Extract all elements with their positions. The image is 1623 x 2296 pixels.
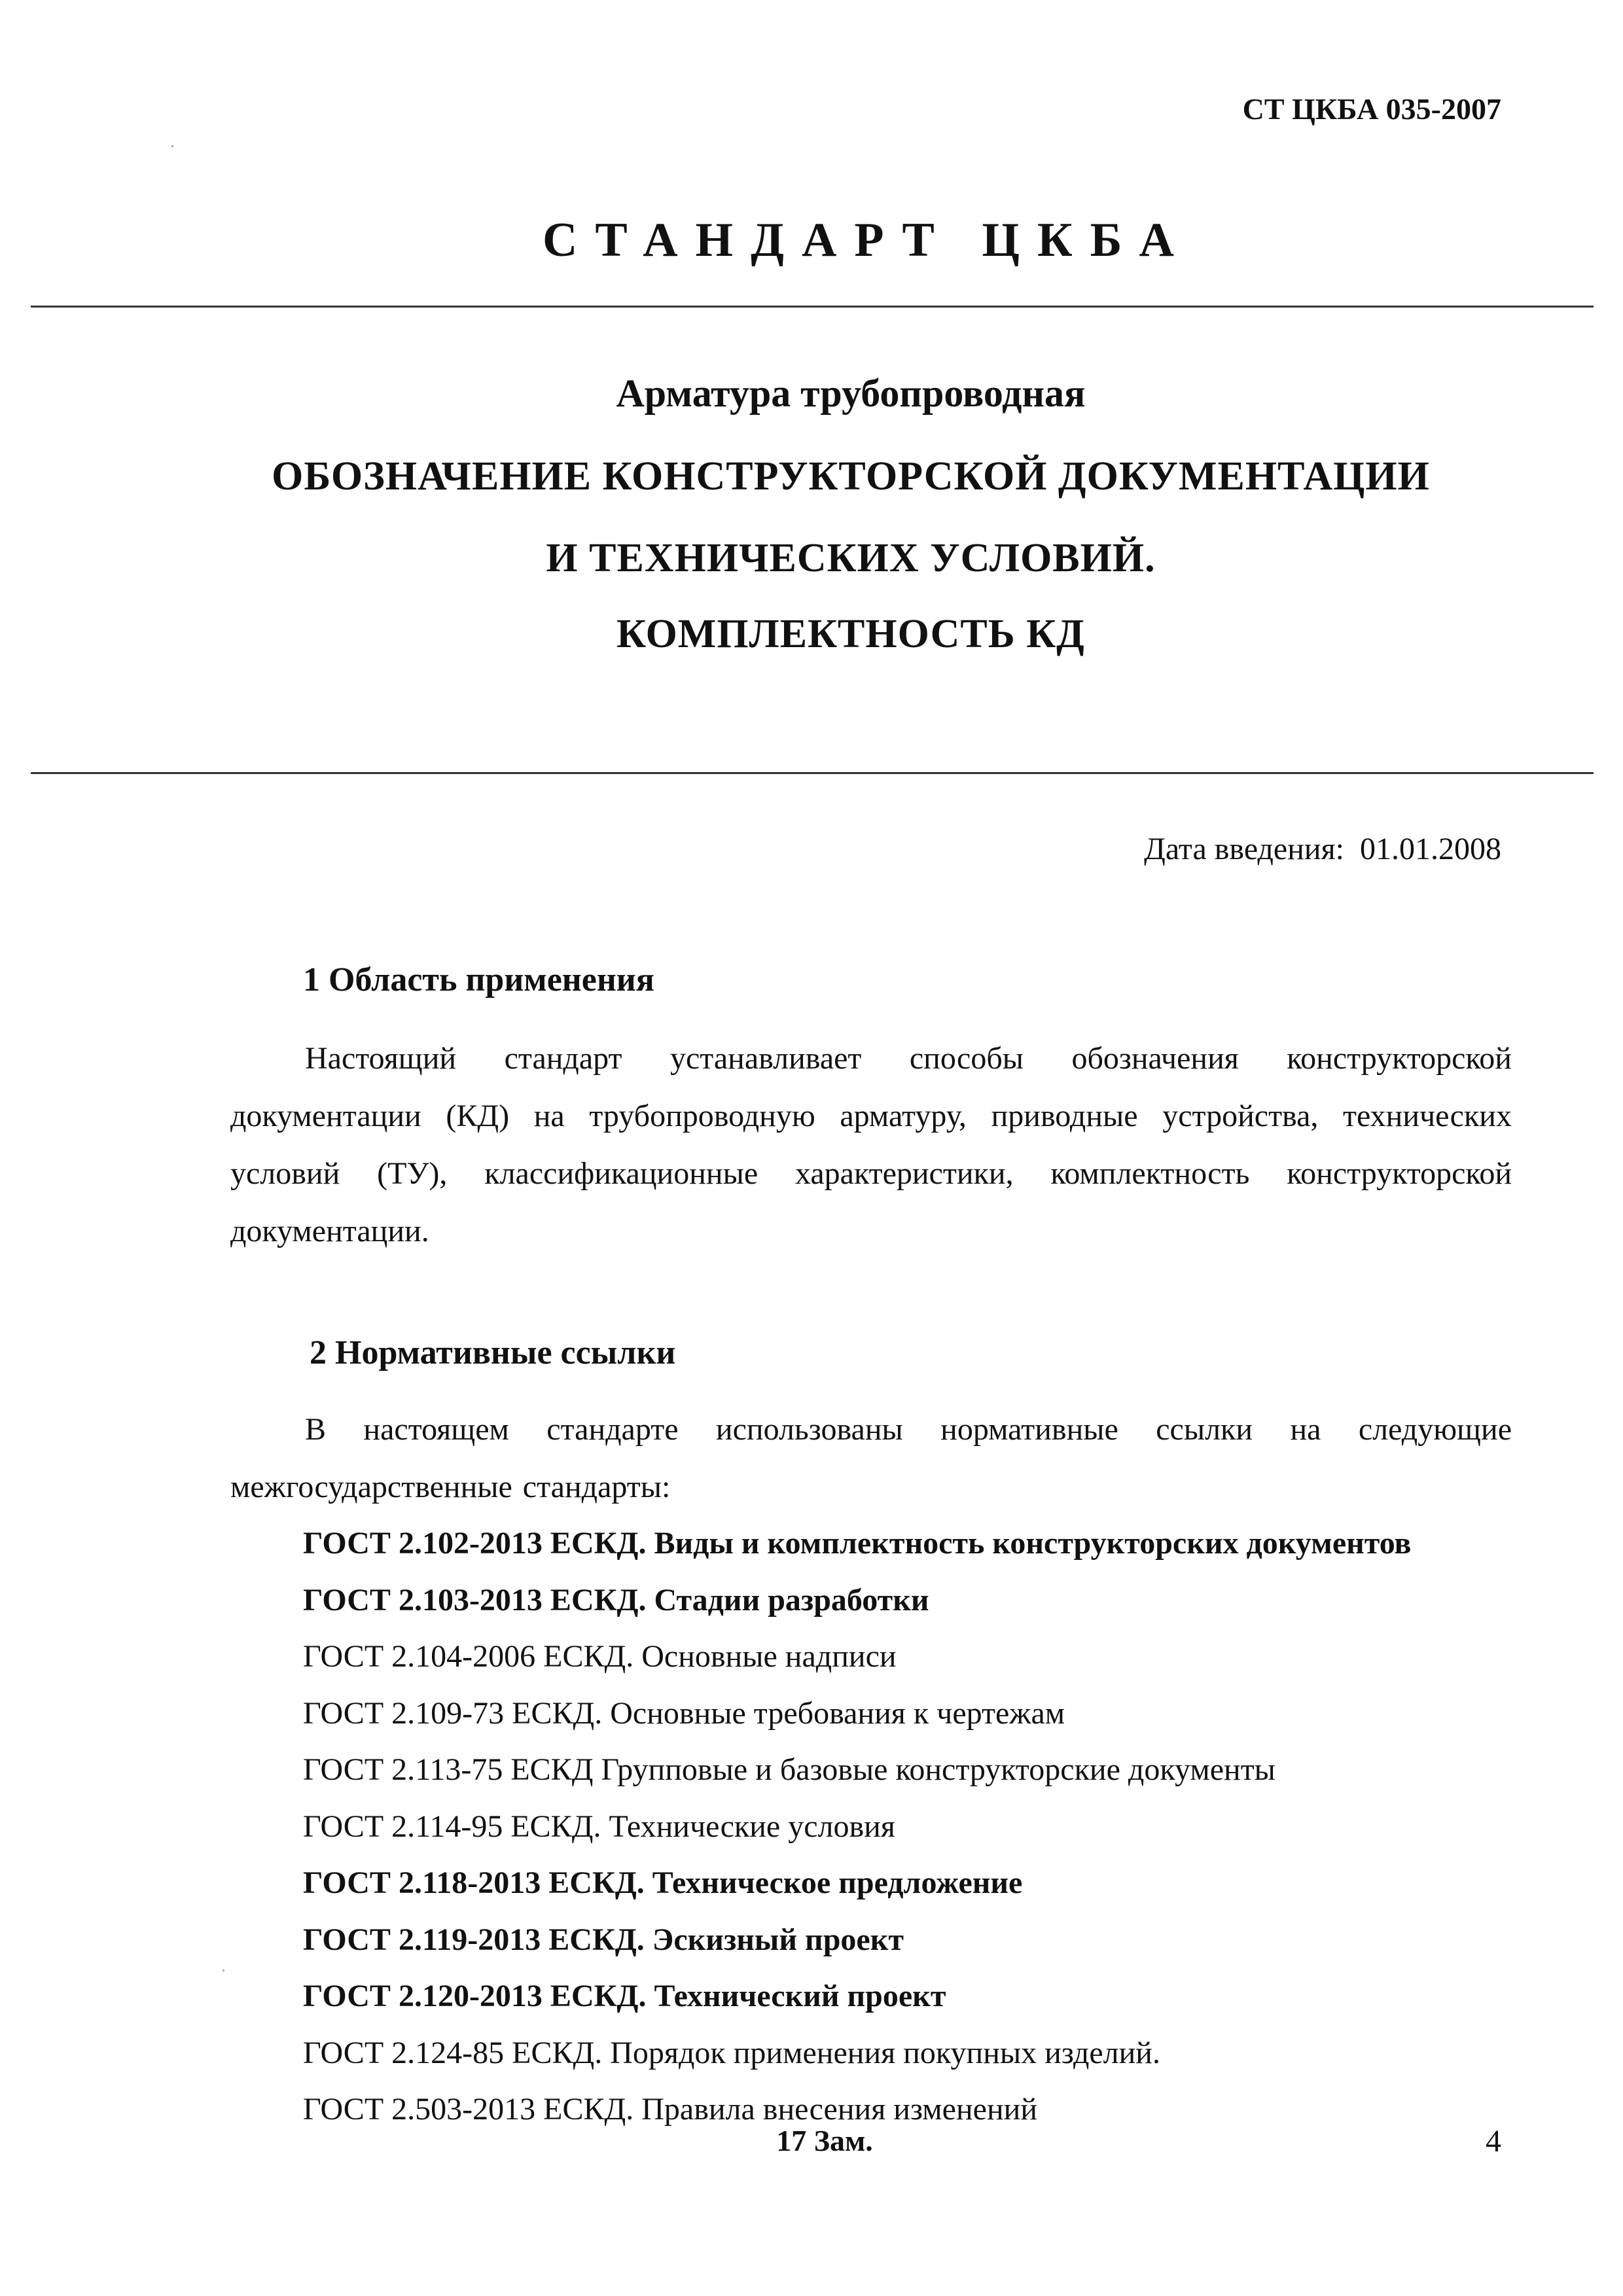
change-note: 17 Зам. (776, 2124, 873, 2157)
document-code: СТ ЦКБА 035-2007 (1242, 92, 1501, 126)
top-divider (31, 306, 1594, 308)
page-number: 4 (1486, 2124, 1501, 2159)
document-title-line-1: ОБОЗНАЧЕНИЕ КОНСТРУКТОРСКОЙ ДОКУМЕНТАЦИИ (272, 454, 1430, 499)
reference-item: ГОСТ 2.118-2013 ЕСКД. Техническое предложение (303, 1865, 1023, 1900)
reference-item: ГОСТ 2.102-2013 ЕСКД. Виды и комплектность конструкторских документов (303, 1526, 1412, 1561)
references-intro-paragraph: В настоящем стандарте использованы нормативные ссылки на следующие межгосударственные стандарты: (230, 1412, 1512, 1504)
introduction-date-label: Дата введения: (1144, 832, 1344, 866)
references-list (303, 1515, 1411, 2138)
reference-item: ГОСТ 2.119-2013 ЕСКД. Эскизный проект (303, 1922, 904, 1957)
document-title-line-3: КОМПЛЕКТНОСТЬ КД (616, 612, 1085, 656)
introduction-date (1144, 831, 1501, 867)
section-heading-references: 2 Нормативные ссылки (310, 1334, 676, 1371)
reference-item: ГОСТ 2.103-2013 ЕСКД. Стадии разработки (303, 1582, 929, 1617)
standard-title: СТАНДАРТ ЦКБА (542, 213, 1192, 267)
document-title-line-2: И ТЕХНИЧЕСКИХ УСЛОВИЙ. (546, 536, 1156, 580)
reference-item: ГОСТ 2.120-2013 ЕСКД. Технический проект (303, 1979, 946, 2013)
reference-item: ГОСТ 2.503-2013 ЕСКД. Правила внесения изменений (303, 2092, 1037, 2127)
scope-paragraph: Настоящий стандарт устанавливает способы обозначения конструкторской документации (КД) на трубопроводную арматуру, приводные устройства, технических условий (ТУ), классификационные характеристики, комплектность конструкторской документации. (230, 1041, 1512, 1248)
section-heading-scope: 1 Область применения (303, 961, 654, 998)
reference-item: ГОСТ 2.104-2006 ЕСКД. Основные надписи (303, 1639, 897, 1674)
reference-item: ГОСТ 2.124-85 ЕСКД. Порядок применения покупных изделий. (303, 2035, 1160, 2070)
bottom-divider (31, 772, 1594, 774)
reference-item: ГОСТ 2.114-95 ЕСКД. Технические условия (303, 1809, 895, 1844)
document-subtitle: Арматура трубопроводная (616, 372, 1086, 415)
reference-item: ГОСТ 2.109-73 ЕСКД. Основные требования к чертежам (303, 1695, 1065, 1731)
introduction-date-value: 01.01.2008 (1360, 832, 1501, 866)
reference-item: ГОСТ 2.113-75 ЕСКД Групповые и базовые конструкторские документы (303, 1752, 1275, 1787)
scan-speck (171, 145, 173, 147)
scan-speck (223, 1969, 224, 1971)
